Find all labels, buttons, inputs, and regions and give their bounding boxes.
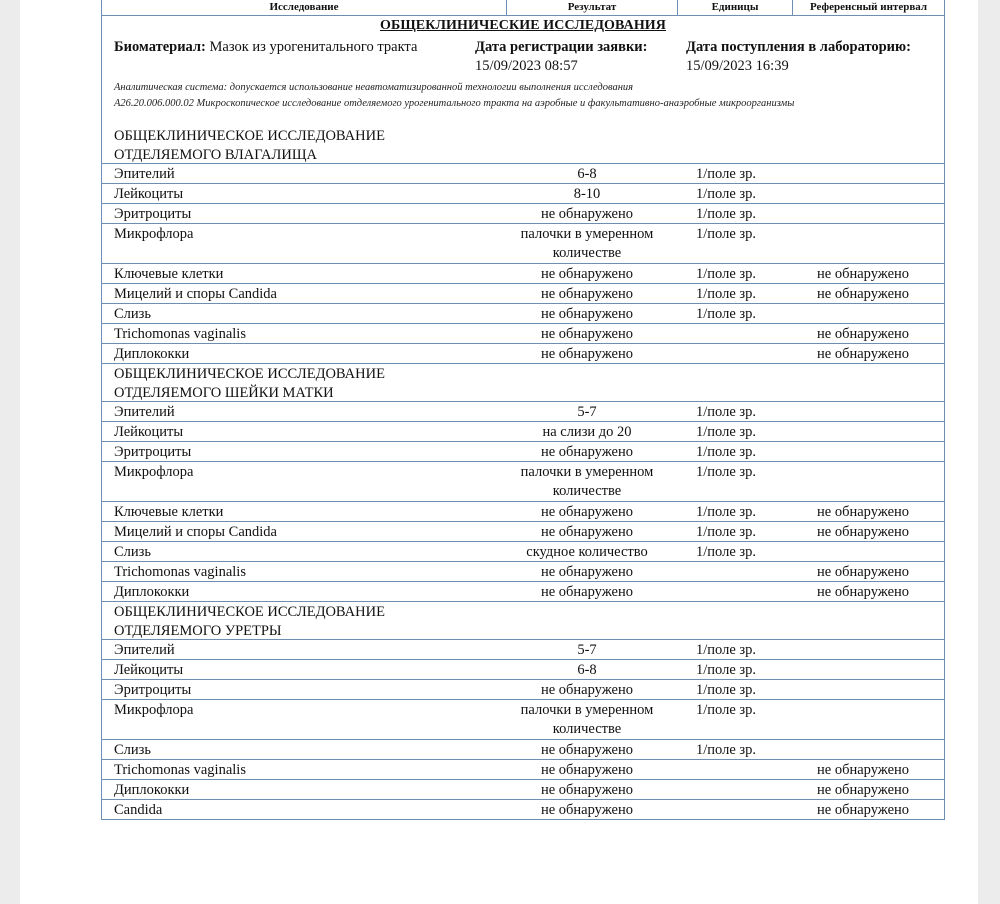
- arrival-date: [686, 38, 911, 76]
- test-name: Candida: [114, 802, 163, 818]
- test-units: 1/поле зр.: [696, 424, 756, 440]
- test-result: не обнаружено: [540, 306, 634, 322]
- test-result: не обнаружено: [540, 444, 634, 460]
- section-title-line1: ОБЩЕКЛИНИЧЕСКОЕ ИССЛЕДОВАНИЕ: [114, 604, 385, 620]
- test-name: Trichomonas vaginalis: [114, 762, 246, 778]
- test-units: 1/поле зр.: [696, 286, 756, 302]
- section-title-line2: ОТДЕЛЯЕМОГО ВЛАГАЛИЩА: [114, 147, 317, 163]
- sections-container: [102, 126, 944, 819]
- test-units: 1/поле зр.: [696, 186, 756, 202]
- section-title-line1: ОБЩЕКЛИНИЧЕСКОЕ ИССЛЕДОВАНИЕ: [114, 366, 385, 382]
- test-result: не обнаружено: [540, 326, 634, 342]
- test-reference: не обнаружено: [817, 266, 910, 282]
- test-result: 5-7: [577, 642, 597, 658]
- test-name: Trichomonas vaginalis: [114, 564, 246, 580]
- table-row: [102, 284, 944, 304]
- table-row: [102, 264, 944, 284]
- table-row: [102, 680, 944, 700]
- test-units: 1/поле зр.: [696, 702, 756, 718]
- code-description-note: A26.20.006.000.02 Микроскопическое исследование отделяемого урогенитального тракта на аэробные и факультативно-анаэробные микроорганизмы: [114, 98, 795, 109]
- table-row: [102, 402, 944, 422]
- test-name: Слизь: [114, 544, 152, 560]
- test-name: Микрофлора: [114, 464, 194, 480]
- section-header: [102, 602, 944, 640]
- registration-date: [475, 38, 648, 76]
- test-name: Слизь: [114, 306, 152, 322]
- table-row: [102, 522, 944, 542]
- test-name: Ключевые клетки: [114, 504, 224, 520]
- table-row: [102, 780, 944, 800]
- test-result: не обнаружено: [540, 286, 634, 302]
- section-title-line1: ОБЩЕКЛИНИЧЕСКОЕ ИССЛЕДОВАНИЕ: [114, 128, 385, 144]
- test-name: Лейкоциты: [114, 424, 184, 440]
- table-row: [102, 324, 944, 344]
- section-title-line2: ОТДЕЛЯЕМОГО ШЕЙКИ МАТКИ: [114, 385, 334, 401]
- test-reference: не обнаружено: [817, 762, 910, 778]
- test-reference: не обнаружено: [817, 802, 910, 818]
- table-row: [102, 582, 944, 602]
- test-name: Эритроциты: [114, 206, 192, 222]
- table-row: [102, 760, 944, 780]
- test-name: Мицелий и споры Candida: [114, 286, 277, 302]
- test-name: Мицелий и споры Candida: [114, 524, 277, 540]
- test-reference: не обнаружено: [817, 504, 910, 520]
- table-row: [102, 204, 944, 224]
- order-info: [102, 36, 944, 78]
- table-row: [102, 640, 944, 660]
- test-units: 1/поле зр.: [696, 742, 756, 758]
- header-study: Исследование: [269, 1, 339, 13]
- biomaterial: [114, 38, 417, 57]
- test-units: 1/поле зр.: [696, 544, 756, 560]
- test-result: палочки в умеренном количестве: [520, 464, 654, 499]
- test-units: 1/поле зр.: [696, 166, 756, 182]
- section-header: [102, 364, 944, 402]
- test-units: 1/поле зр.: [696, 642, 756, 658]
- table-row: [102, 562, 944, 582]
- test-result: на слизи до 20: [542, 424, 632, 440]
- test-reference: не обнаружено: [817, 564, 910, 580]
- test-reference: не обнаружено: [817, 524, 910, 540]
- table-row: [102, 344, 944, 364]
- header-result: Результат: [567, 1, 617, 13]
- test-reference: не обнаружено: [817, 346, 910, 362]
- test-reference: не обнаружено: [817, 782, 910, 798]
- table-row: [102, 442, 944, 462]
- table-row: [102, 660, 944, 680]
- test-name: Диплококки: [114, 346, 190, 362]
- test-name: Диплококки: [114, 584, 190, 600]
- test-units: 1/поле зр.: [696, 524, 756, 540]
- table-row: [102, 184, 944, 204]
- registration-value: 15/09/2023 08:57: [475, 58, 578, 74]
- table-row: [102, 740, 944, 760]
- section-title-line2: ОТДЕЛЯЕМОГО УРЕТРЫ: [114, 623, 282, 639]
- test-result: не обнаружено: [540, 742, 634, 758]
- table-row: [102, 304, 944, 324]
- header-units: Единицы: [711, 1, 759, 13]
- test-result: скудное количество: [526, 544, 648, 560]
- test-units: 1/поле зр.: [696, 404, 756, 420]
- test-reference: не обнаружено: [817, 326, 910, 342]
- arrival-label: Дата поступления в лабораторию:: [686, 39, 911, 55]
- section-title: ОБЩЕКЛИНИЧЕСКИЕ ИССЛЕДОВАНИЯ: [379, 18, 667, 33]
- table-row: [102, 164, 944, 184]
- arrival-value: 15/09/2023 16:39: [686, 58, 789, 74]
- test-name: Trichomonas vaginalis: [114, 326, 246, 342]
- test-name: Эпителий: [114, 166, 175, 182]
- table-row: [102, 700, 944, 740]
- test-result: 8-10: [573, 186, 601, 202]
- test-units: 1/поле зр.: [696, 444, 756, 460]
- table-header: [102, 0, 944, 16]
- test-name: Микрофлора: [114, 702, 194, 718]
- test-result: не обнаружено: [540, 564, 634, 580]
- test-result: 6-8: [577, 662, 597, 678]
- test-name: Ключевые клетки: [114, 266, 224, 282]
- table-row: [102, 422, 944, 442]
- table-row: [102, 462, 944, 502]
- test-result: не обнаружено: [540, 266, 634, 282]
- test-name: Лейкоциты: [114, 186, 184, 202]
- test-result: палочки в умеренном количестве: [520, 702, 654, 737]
- test-units: 1/поле зр.: [696, 266, 756, 282]
- test-name: Эпителий: [114, 642, 175, 658]
- table-row: [102, 800, 944, 819]
- test-name: Слизь: [114, 742, 152, 758]
- test-name: Лейкоциты: [114, 662, 184, 678]
- test-units: 1/поле зр.: [696, 306, 756, 322]
- biomaterial-label: Биоматериал:: [114, 39, 206, 55]
- test-reference: не обнаружено: [817, 584, 910, 600]
- test-result: не обнаружено: [540, 782, 634, 798]
- test-result: 6-8: [577, 166, 597, 182]
- section-header: [102, 126, 944, 164]
- test-result: не обнаружено: [540, 206, 634, 222]
- test-units: 1/поле зр.: [696, 226, 756, 242]
- test-name: Эпителий: [114, 404, 175, 420]
- test-result: палочки в умеренном количестве: [520, 226, 654, 261]
- test-result: не обнаружено: [540, 346, 634, 362]
- biomaterial-value: Мазок из урогенитального тракта: [209, 39, 418, 55]
- table-row: [102, 224, 944, 264]
- test-result: не обнаружено: [540, 762, 634, 778]
- test-result: не обнаружено: [540, 524, 634, 540]
- test-units: 1/поле зр.: [696, 682, 756, 698]
- test-name: Диплококки: [114, 782, 190, 798]
- test-result: не обнаружено: [540, 802, 634, 818]
- test-name: Эритроциты: [114, 682, 192, 698]
- registration-label: Дата регистрации заявки:: [475, 39, 648, 55]
- test-units: 1/поле зр.: [696, 504, 756, 520]
- test-units: 1/поле зр.: [696, 662, 756, 678]
- results-table: [101, 0, 945, 820]
- test-result: не обнаружено: [540, 584, 634, 600]
- test-reference: не обнаружено: [817, 286, 910, 302]
- test-result: не обнаружено: [540, 682, 634, 698]
- table-row: [102, 502, 944, 522]
- test-name: Эритроциты: [114, 444, 192, 460]
- table-row: [102, 542, 944, 562]
- analytic-system-note: Аналитическая система: допускается использование неавтоматизированной технологии выполнения исследования: [114, 82, 634, 93]
- header-reference: Референсный интервал: [809, 1, 928, 13]
- test-name: Микрофлора: [114, 226, 194, 242]
- test-result: 5-7: [577, 404, 597, 420]
- test-units: 1/поле зр.: [696, 464, 756, 480]
- test-result: не обнаружено: [540, 504, 634, 520]
- test-units: 1/поле зр.: [696, 206, 756, 222]
